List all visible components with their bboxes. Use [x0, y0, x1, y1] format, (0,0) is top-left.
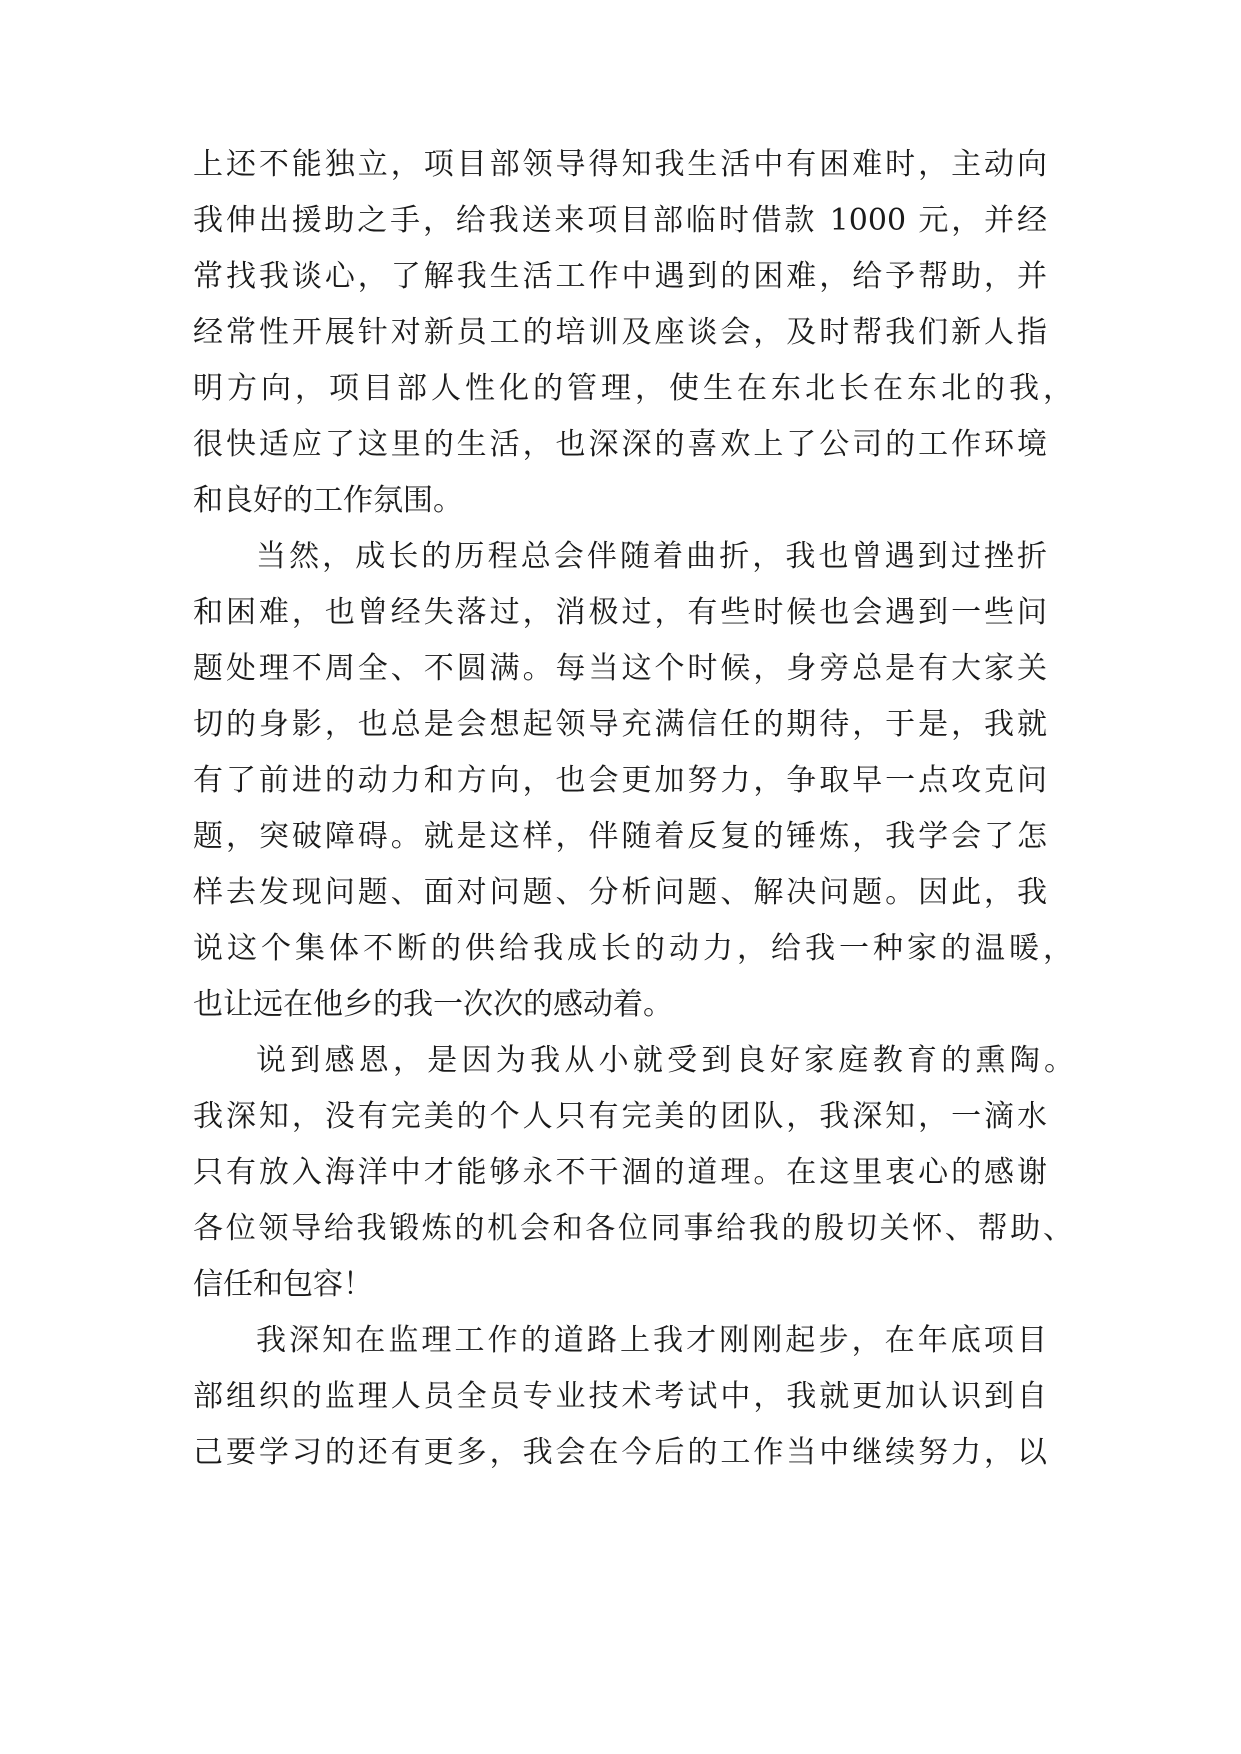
paragraph-first-line: 当然，成长的历程总会伴随着曲折，我也曾遇到过挫折	[256, 539, 1047, 574]
text-line: 明方向，项目部人性化的管理，使生在东北长在东北的我，	[193, 371, 1073, 406]
text-line: 样去发现问题、面对问题、分析问题、解决问题。因此，我	[193, 875, 1047, 910]
text-line: 信任和包容！	[193, 1267, 373, 1302]
text-line: 题处理不周全、不圆满。每当这个时候，身旁总是有大家关	[193, 651, 1047, 686]
text-line: 和良好的工作氛围。	[193, 483, 463, 518]
text-line: 各位领导给我锻炼的机会和各位同事给我的殷切关怀、帮助、	[193, 1211, 1073, 1246]
text-line: 也让远在他乡的我一次次的感动着。	[193, 987, 673, 1022]
text-line: 只有放入海洋中才能够永不干涸的道理。在这里衷心的感谢	[193, 1155, 1047, 1190]
text-line: 己要学习的还有更多，我会在今后的工作当中继续努力，以	[193, 1435, 1047, 1470]
text-line: 上还不能独立，项目部领导得知我生活中有困难时，主动向	[193, 147, 1047, 182]
text-line: 部组织的监理人员全员专业技术考试中，我就更加认识到自	[193, 1379, 1047, 1414]
text-line: 很快适应了这里的生活，也深深的喜欢上了公司的工作环境	[193, 427, 1047, 462]
text-line: 切的身影，也总是会想起领导充满信任的期待，于是，我就	[193, 707, 1047, 742]
text-line: 题，突破障碍。就是这样，伴随着反复的锤炼，我学会了怎	[193, 819, 1047, 854]
paragraph-first-line: 我深知在监理工作的道路上我才刚刚起步，在年底项目	[256, 1323, 1047, 1358]
text-line: 说这个集体不断的供给我成长的动力，给我一种家的温暖，	[193, 931, 1073, 966]
text-line: 经常性开展针对新员工的培训及座谈会，及时帮我们新人指	[193, 315, 1047, 350]
text-line: 和困难，也曾经失落过，消极过，有些时候也会遇到一些问	[193, 595, 1047, 630]
text-line: 我伸出援助之手，给我送来项目部临时借款 1000 元，并经	[193, 203, 1047, 238]
text-line: 有了前进的动力和方向，也会更加努力，争取早一点攻克问	[193, 763, 1047, 798]
text-line: 我深知，没有完美的个人只有完美的团队，我深知，一滴水	[193, 1099, 1047, 1134]
text-line: 常找我谈心，了解我生活工作中遇到的困难，给予帮助，并	[193, 259, 1047, 294]
paragraph-first-line: 说到感恩，是因为我从小就受到良好家庭教育的熏陶。	[256, 1043, 1074, 1078]
